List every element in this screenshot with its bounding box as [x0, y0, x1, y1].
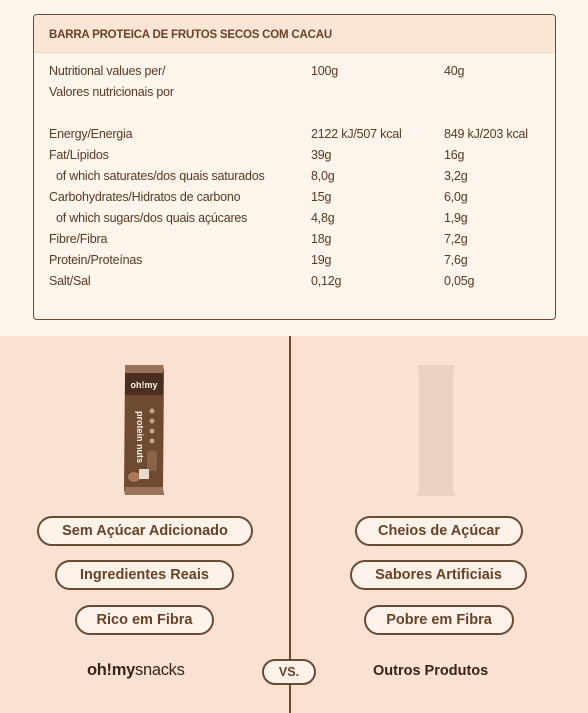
pill-label: Cheios de Açúcar [378, 523, 500, 539]
nutrient-name: Carbohydrates/Hidratos de carbono [49, 190, 241, 204]
pill-label: Sem Açúcar Adicionado [62, 523, 228, 539]
other-products-label: Outros Produtos [373, 663, 489, 679]
nutrient-value-100g: 8,0g [311, 169, 335, 183]
nutrition-row [49, 232, 549, 252]
ohmy-protein-bar-image [122, 363, 166, 497]
nutrient-value-40g: 7,2g [444, 232, 468, 246]
nutrient-name: Energy/Energia [49, 127, 133, 141]
bar-product-name: protein nuts [135, 411, 145, 463]
nutrition-row [49, 211, 549, 231]
nutrition-row [49, 190, 549, 210]
nutrient-value-100g: 18g [311, 232, 332, 246]
header-label-line1: Nutritional values per/ [49, 64, 166, 78]
nutrition-row [49, 127, 549, 147]
nutrient-value-100g: 2122 kJ/507 kcal [311, 127, 402, 141]
nutrient-value-100g: 4,8g [311, 211, 335, 225]
bar-logo-text: oh!my [130, 380, 158, 390]
nutrient-value-100g: 39g [311, 148, 332, 162]
brand-logo-bold: oh!my [87, 661, 136, 679]
nutrient-value-40g: 3,2g [444, 169, 468, 183]
nutrient-value-40g: 6,0g [444, 190, 468, 204]
nutrient-value-40g: 16g [444, 148, 465, 162]
nutrient-value-40g: 1,9g [444, 211, 468, 225]
nutrient-name: Salt/Sal [49, 274, 91, 288]
drawback-pill-artificial-flavours [350, 560, 527, 590]
pill-label: Rico em Fibra [96, 612, 193, 628]
drawback-pill-high-sugar [355, 516, 523, 546]
nutrition-row [49, 169, 549, 189]
nutrient-name: Protein/Proteínas [49, 253, 143, 267]
nutrition-title: BARRA PROTEICA DE FRUTOS SECOS COM CACAU [34, 15, 555, 53]
drawback-pill-low-fibre [364, 605, 514, 635]
pill-label: Ingredientes Reais [80, 567, 209, 583]
comparison-divider [289, 336, 291, 713]
benefit-pill-high-fibre [75, 605, 214, 635]
brand-logo-light: snacks [135, 661, 185, 679]
ohmysnacks-logo [87, 661, 185, 680]
generic-bar-image [414, 364, 458, 497]
nutrient-value-40g: 849 kJ/203 kcal [444, 127, 528, 141]
nutrition-row [49, 148, 549, 168]
pill-label: Pobre em Fibra [386, 612, 492, 628]
nutrition-table [33, 14, 556, 320]
nutrient-name: Fibre/Fibra [49, 232, 108, 246]
nutrition-row [49, 274, 549, 294]
nutrient-value-100g: 19g [311, 253, 332, 267]
benefit-pill-no-sugar [37, 516, 253, 546]
nutrition-header-row [49, 64, 549, 84]
nutrient-value-40g: 7,6g [444, 253, 468, 267]
benefit-pill-real-ingredients [55, 560, 234, 590]
nutrient-name: Fat/Lípidos [49, 148, 109, 162]
nutrient-value-100g: 15g [311, 190, 332, 204]
nutrition-header-row-2 [49, 85, 549, 105]
header-col-40g: 40g [444, 64, 465, 78]
nutrient-value-40g: 0,05g [444, 274, 475, 288]
nutrient-name: of which saturates/dos quais saturados [56, 169, 265, 183]
nutrient-name: of which sugars/dos quais açúcares [56, 211, 248, 225]
vs-label: VS. [278, 665, 300, 679]
header-label-line2: Valores nutricionais por [49, 85, 174, 99]
nutrition-row [49, 253, 549, 273]
vs-badge [262, 659, 316, 685]
nutrient-value-100g: 0,12g [311, 274, 342, 288]
pill-label: Sabores Artificiais [375, 567, 502, 583]
nutrition-section [0, 0, 588, 336]
header-col-100g: 100g [311, 64, 339, 78]
